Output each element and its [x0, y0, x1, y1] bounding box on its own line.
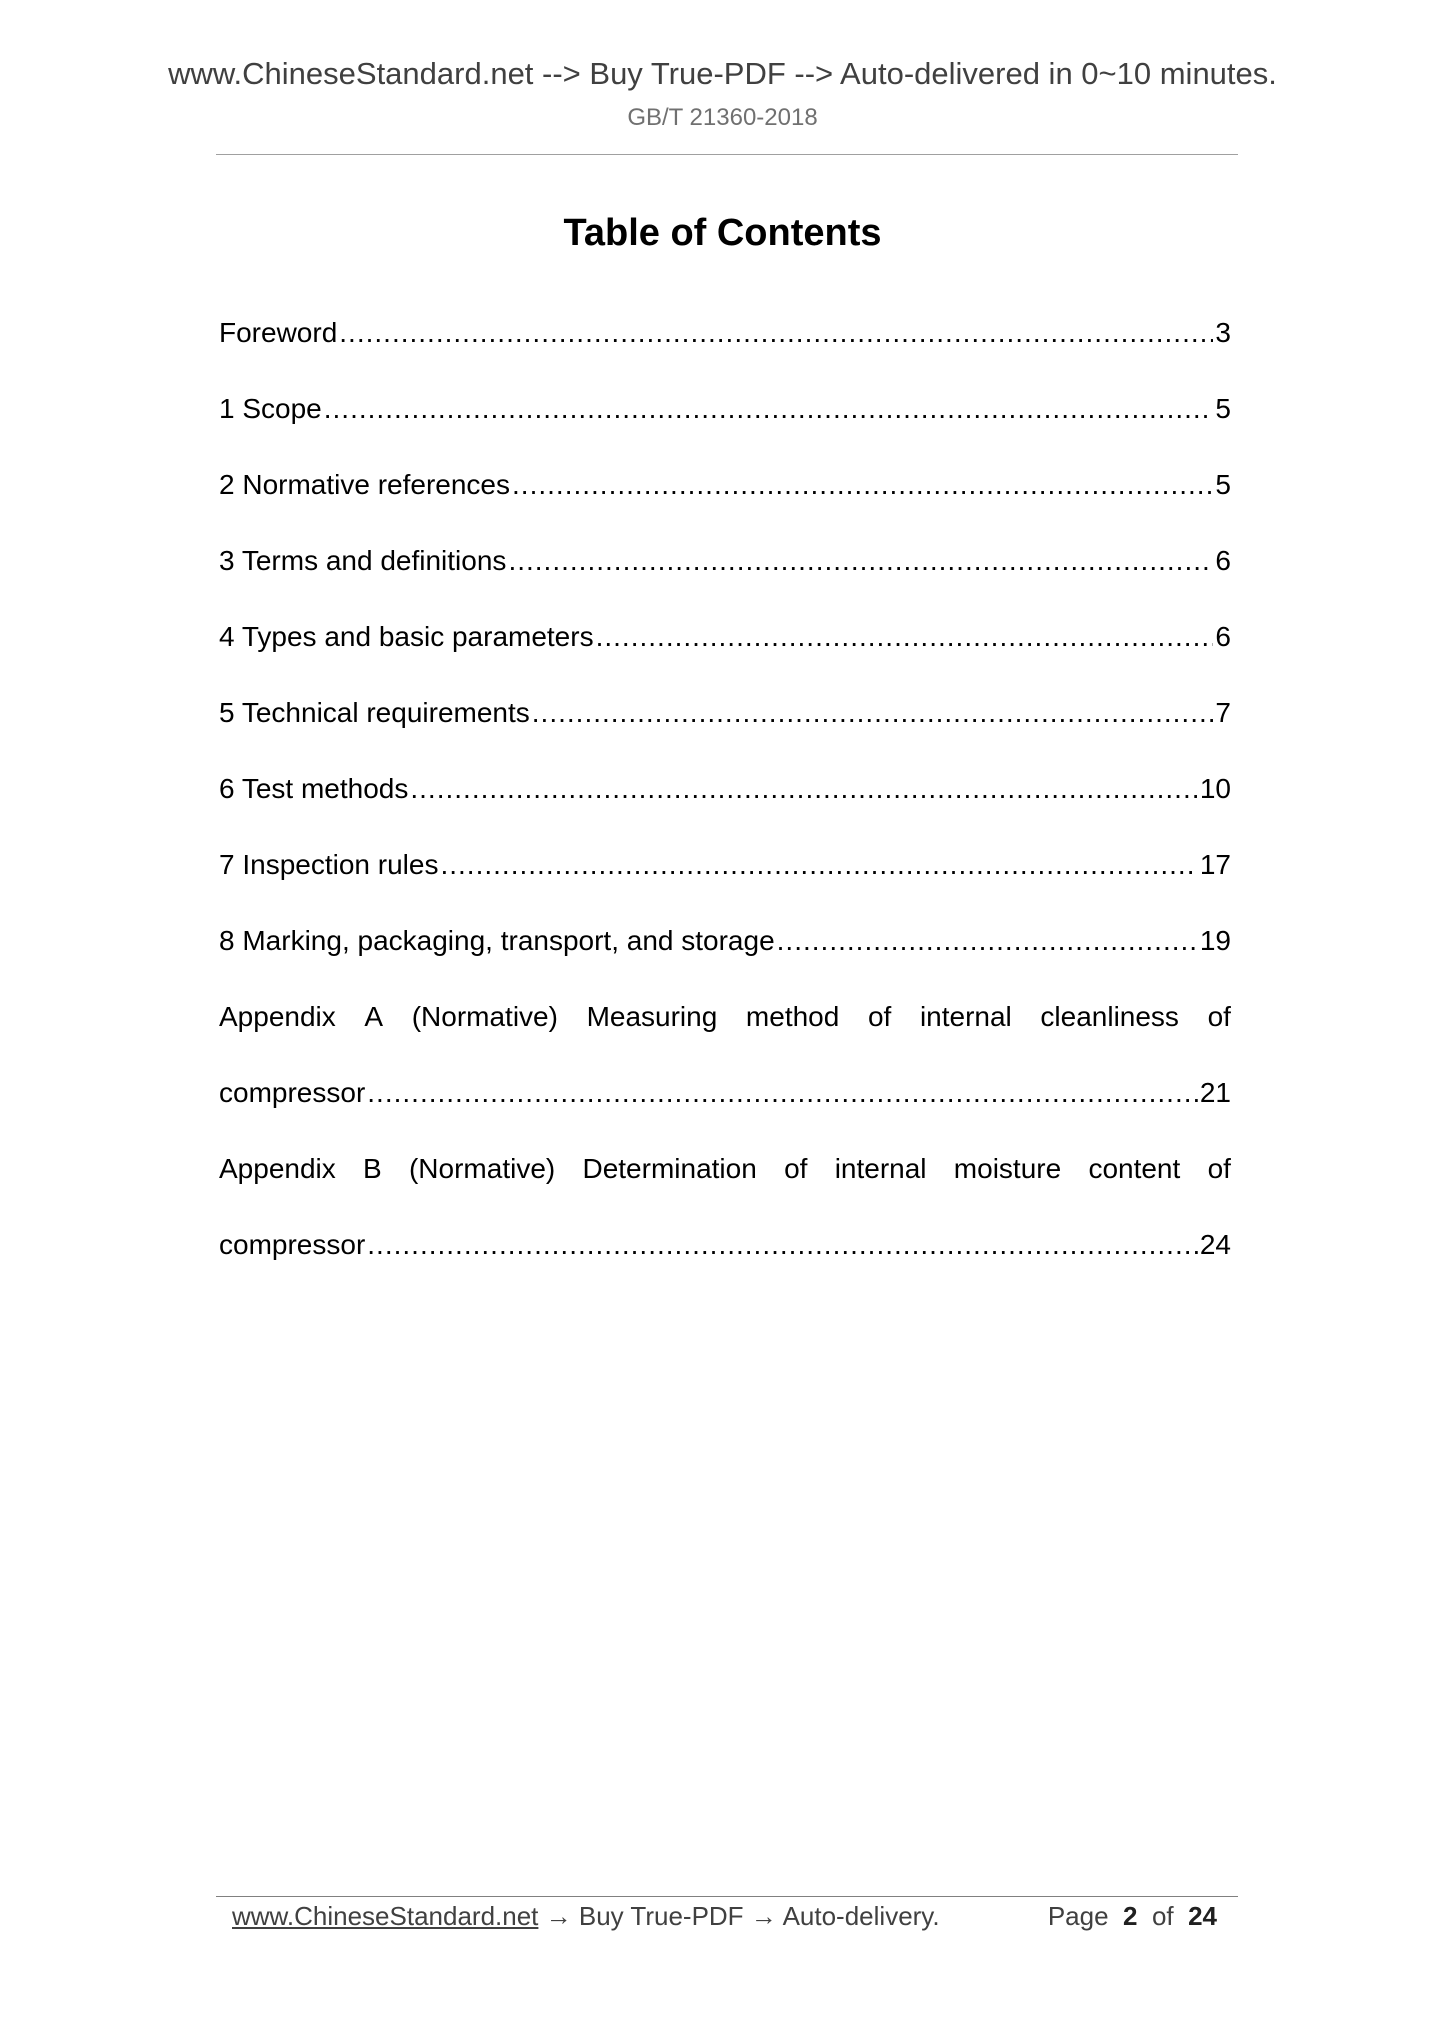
toc-entry-page: 19 [1199, 925, 1231, 956]
toc-word: (Normative) [408, 1153, 556, 1184]
toc-word: Appendix [219, 1153, 336, 1184]
toc-leader-dots [339, 309, 1213, 357]
toc-word: Determination [582, 1153, 757, 1184]
toc-word: cleanliness [1040, 1001, 1179, 1032]
toc-leader-dots [532, 689, 1214, 737]
toc-entry-page: 6 [1215, 621, 1231, 652]
toc-entry-inspection-rules[interactable] [219, 841, 1231, 917]
toc-word: of [1207, 1001, 1231, 1032]
toc-word: of [784, 1153, 808, 1184]
toc-word: internal [834, 1153, 927, 1184]
toc-entry-test-methods[interactable] [219, 765, 1231, 841]
toc-entry-appendix-b[interactable] [219, 1145, 1231, 1221]
toc-word: of [867, 1001, 892, 1032]
toc-word: (Normative) [411, 1001, 558, 1032]
toc-leader-dots [596, 613, 1214, 661]
toc-word: method [745, 1001, 840, 1032]
toc-entry-label: 4 Types and basic parameters [219, 621, 594, 652]
toc-leader-dots [410, 765, 1197, 813]
toc-word: of [1207, 1153, 1231, 1184]
page-number: 2 [1123, 1901, 1138, 1931]
toc-entry-page: 21 [1199, 1077, 1231, 1108]
toc-entry-label: compressor [219, 1229, 366, 1260]
toc-entry-appendix-a-continued[interactable] [219, 1069, 1231, 1145]
page-footer [232, 1898, 1217, 1934]
toc-entry-label: compressor [219, 1077, 366, 1108]
toc-entry-page: 5 [1215, 469, 1231, 500]
footer-site-link[interactable]: www.ChineseStandard.net [232, 1901, 539, 1931]
toc-word: internal [919, 1001, 1012, 1032]
toc-entry-appendix-b-continued[interactable] [219, 1221, 1231, 1297]
toc-word: Appendix [219, 1001, 336, 1032]
toc-entry-types-and-basic-parameters[interactable] [219, 613, 1231, 689]
toc-entry-page: 7 [1215, 697, 1231, 728]
page-word: Page [1047, 1901, 1109, 1931]
toc-entry-page: 6 [1215, 545, 1231, 576]
toc-leader-dots [324, 385, 1214, 433]
toc-word: moisture [953, 1153, 1062, 1184]
toc-word: Measuring [586, 1001, 718, 1032]
toc-entry-label: 2 Normative references [219, 469, 511, 500]
toc-leader-dots [367, 1069, 1198, 1117]
toc-entry-appendix-a[interactable] [219, 993, 1231, 1069]
toc-entry-label: 1 Scope [219, 393, 322, 424]
toc-entry-page: 24 [1199, 1229, 1231, 1260]
toc-entry-foreword[interactable] [219, 309, 1231, 385]
toc-leader-dots [512, 461, 1213, 509]
table-of-contents [219, 309, 1231, 1297]
toc-leader-dots [440, 841, 1197, 889]
toc-entry-page: 17 [1199, 849, 1231, 880]
header-divider [216, 154, 1238, 155]
toc-entry-page: 5 [1215, 393, 1231, 424]
toc-leader-dots [367, 1221, 1198, 1269]
page-total: 24 [1188, 1901, 1217, 1931]
toc-entry-page: 3 [1215, 317, 1231, 348]
toc-entry-scope[interactable] [219, 385, 1231, 461]
toc-leader-dots [508, 537, 1213, 585]
standard-code: GB/T 21360-2018 [627, 104, 818, 131]
toc-word: content [1088, 1153, 1181, 1184]
header-banner: www.ChineseStandard.net --> Buy True-PDF --> Auto-delivered in 0~10 minutes. [168, 56, 1277, 91]
toc-entry-label: 5 Technical requirements [219, 697, 530, 728]
of-word: of [1151, 1901, 1174, 1931]
toc-entry-label: Foreword [219, 317, 338, 348]
footer-divider [216, 1896, 1238, 1897]
footer-delivery-text: → Buy True-PDF → Auto-delivery. [538, 1901, 940, 1931]
toc-word: A [364, 1001, 384, 1032]
toc-entry-normative-references[interactable] [219, 461, 1231, 537]
toc-entry-label: 8 Marking, packaging, transport, and storage [219, 925, 775, 956]
toc-entry-label: 6 Test methods [219, 773, 409, 804]
toc-entry-label: 3 Terms and definitions [219, 545, 507, 576]
page-title: Table of Contents [563, 212, 882, 254]
toc-entry-marking-packaging[interactable] [219, 917, 1231, 993]
toc-word: B [363, 1153, 382, 1184]
toc-entry-terms-and-definitions[interactable] [219, 537, 1231, 613]
toc-entry-technical-requirements[interactable] [219, 689, 1231, 765]
toc-leader-dots [777, 917, 1198, 965]
toc-entry-page: 10 [1199, 773, 1231, 804]
toc-entry-label: 7 Inspection rules [219, 849, 439, 880]
page-indicator [1048, 1898, 1217, 1934]
